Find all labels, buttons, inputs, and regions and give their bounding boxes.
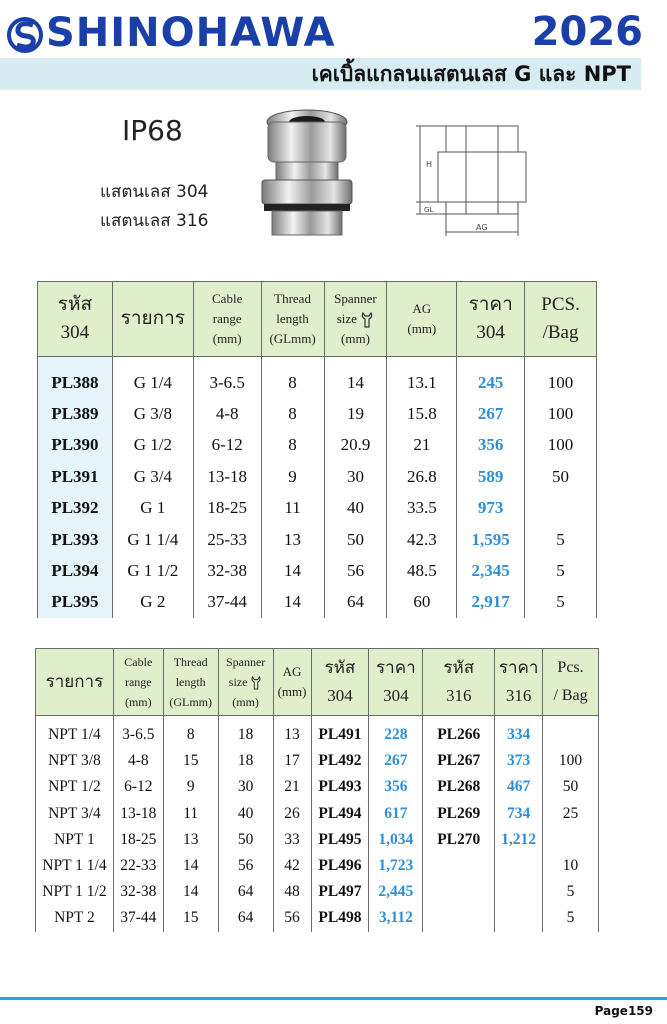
cell-thread: 14 (261, 555, 324, 586)
cell-spanner: 40 (218, 801, 273, 827)
cell-code304: PL492 (311, 748, 369, 774)
height-label: H (426, 160, 433, 169)
cell-code304: PL497 (311, 879, 369, 905)
cell-pcs: 25 (543, 801, 599, 827)
cell-thread: 14 (163, 853, 218, 879)
cell-cable: 37-44 (193, 587, 261, 618)
cell-item: NPT 3/8 (36, 748, 114, 774)
cell-item: NPT 1/2 (36, 774, 114, 800)
cell-ag: 21 (387, 430, 457, 461)
cell-code304: PL498 (311, 905, 369, 931)
cell-spanner: 20.9 (324, 430, 387, 461)
table-row (38, 461, 597, 492)
wrench-icon (250, 675, 262, 691)
cell-item: G 1 1/2 (112, 555, 193, 586)
cell-code: PL389 (38, 398, 113, 429)
cell-spanner: 56 (324, 555, 387, 586)
table-row (36, 853, 599, 879)
material-316: แสตนเลส 316 (100, 211, 209, 231)
cell-price316: 467 (495, 774, 543, 800)
npt-thread-table (35, 648, 599, 932)
cell-code316 (423, 879, 495, 905)
dimension-drawing (406, 112, 548, 240)
cell-thread: 8 (261, 430, 324, 461)
header-ag: AG (mm) (273, 649, 311, 716)
header-item: รายการ (112, 282, 193, 357)
cell-code: PL391 (38, 461, 113, 492)
cell-ag: 48 (273, 879, 311, 905)
cell-price304: 356 (369, 774, 423, 800)
cell-thread: 13 (261, 524, 324, 555)
cell-cable: 13-18 (193, 461, 261, 492)
cell-code: PL392 (38, 493, 113, 524)
header-code-316: รหัส 316 (423, 649, 495, 716)
cell-thread: 8 (163, 716, 218, 749)
cell-cable: 6-12 (113, 774, 163, 800)
cell-cable: 3-6.5 (113, 716, 163, 749)
cell-ag: 33 (273, 827, 311, 853)
cell-cable: 22-33 (113, 853, 163, 879)
catalog-year: 2026 (531, 9, 643, 55)
cable-gland-photo (248, 108, 366, 240)
cell-item: NPT 1 1/2 (36, 879, 114, 905)
cell-code: PL393 (38, 524, 113, 555)
logo-s-icon (9, 19, 41, 51)
cell-ag: 13.1 (387, 357, 457, 399)
cell-ag: 13 (273, 716, 311, 749)
cell-cable: 4-8 (113, 748, 163, 774)
cell-item: G 1/2 (112, 430, 193, 461)
cell-thread: 14 (163, 879, 218, 905)
cell-price316: 373 (495, 748, 543, 774)
cell-code304: PL493 (311, 774, 369, 800)
cell-price316: 1,212 (495, 827, 543, 853)
cell-price304: 617 (369, 801, 423, 827)
cell-spanner: 56 (218, 853, 273, 879)
cell-code316 (423, 853, 495, 879)
cell-cable: 4-8 (193, 398, 261, 429)
cell-ag: 33.5 (387, 493, 457, 524)
cell-thread: 13 (163, 827, 218, 853)
cell-spanner: 18 (218, 748, 273, 774)
table-row (36, 905, 599, 931)
cell-price316 (495, 905, 543, 931)
header-code: รหัส 304 (38, 282, 113, 357)
cell-cable: 13-18 (113, 801, 163, 827)
cell-code: PL388 (38, 357, 113, 399)
cell-cable: 6-12 (193, 430, 261, 461)
cell-ag: 60 (387, 587, 457, 618)
table-row (36, 801, 599, 827)
table-row (38, 398, 597, 429)
cell-price316 (495, 853, 543, 879)
material-304: แสตนเลส 304 (100, 182, 209, 202)
cell-pcs (543, 716, 599, 749)
cell-code: PL394 (38, 555, 113, 586)
cell-pcs: 100 (525, 398, 597, 429)
cell-thread: 11 (261, 493, 324, 524)
cell-item: G 1 (112, 493, 193, 524)
cell-item: G 1/4 (112, 357, 193, 399)
cell-item: NPT 1 1/4 (36, 853, 114, 879)
cell-price304: 1,034 (369, 827, 423, 853)
cell-ag: 48.5 (387, 555, 457, 586)
header-code-304: รหัส 304 (311, 649, 369, 716)
ip-rating: IP68 (122, 114, 183, 147)
cell-code316: PL269 (423, 801, 495, 827)
cell-pcs: 5 (543, 905, 599, 931)
cell-pcs (543, 827, 599, 853)
cell-pcs: 5 (525, 587, 597, 618)
width-label: AG (476, 223, 488, 232)
cell-code: PL390 (38, 430, 113, 461)
brand-name: SHINOHAWA (46, 10, 336, 56)
cell-thread: 11 (163, 801, 218, 827)
cell-price: 2,917 (457, 587, 525, 618)
header-spanner-size: Spanner size (mm) (218, 649, 273, 716)
cell-pcs (525, 493, 597, 524)
cell-thread: 8 (261, 398, 324, 429)
cell-pcs: 50 (525, 461, 597, 492)
header-cable-range: Cable range (mm) (193, 282, 261, 357)
table-row (36, 716, 599, 749)
cell-price: 245 (457, 357, 525, 399)
table-row (36, 879, 599, 905)
table-row (36, 774, 599, 800)
cell-price: 267 (457, 398, 525, 429)
cell-ag: 42.3 (387, 524, 457, 555)
cell-code304: PL491 (311, 716, 369, 749)
cell-spanner: 64 (218, 905, 273, 931)
header-pcs: PCS. /Bag (525, 282, 597, 357)
cell-code316: PL268 (423, 774, 495, 800)
cell-ag: 15.8 (387, 398, 457, 429)
cell-price: 2,345 (457, 555, 525, 586)
table-header-row (36, 649, 599, 716)
cell-pcs: 50 (543, 774, 599, 800)
cell-thread: 15 (163, 748, 218, 774)
cell-item: NPT 1 (36, 827, 114, 853)
table-row (38, 524, 597, 555)
cell-spanner: 50 (218, 827, 273, 853)
cell-item: NPT 3/4 (36, 801, 114, 827)
cell-ag: 26 (273, 801, 311, 827)
cell-code304: PL496 (311, 853, 369, 879)
cell-item: NPT 2 (36, 905, 114, 931)
header-thread-length: Thread length (GLmm) (163, 649, 218, 716)
cell-price: 1,595 (457, 524, 525, 555)
cell-cable: 3-6.5 (193, 357, 261, 399)
cell-item: G 3/8 (112, 398, 193, 429)
table-row (36, 748, 599, 774)
cell-spanner: 64 (324, 587, 387, 618)
cell-spanner: 64 (218, 879, 273, 905)
cell-spanner: 30 (324, 461, 387, 492)
header-ag: AG (mm) (387, 282, 457, 357)
header-price-304: ราคา 304 (369, 649, 423, 716)
cell-pcs: 5 (543, 879, 599, 905)
header-spanner-size: Spanner size (mm) (324, 282, 387, 357)
cell-thread: 9 (261, 461, 324, 492)
cell-price304: 3,112 (369, 905, 423, 931)
table-row (38, 357, 597, 399)
header-item: รายการ (36, 649, 114, 716)
header-thread-length: Thread length (GLmm) (261, 282, 324, 357)
cell-thread: 14 (261, 587, 324, 618)
cell-price304: 267 (369, 748, 423, 774)
cell-code316 (423, 905, 495, 931)
cell-spanner: 19 (324, 398, 387, 429)
cell-item: G 1 1/4 (112, 524, 193, 555)
header-price-316: ราคา 316 (495, 649, 543, 716)
cell-pcs: 5 (525, 524, 597, 555)
cell-thread: 15 (163, 905, 218, 931)
cell-price: 589 (457, 461, 525, 492)
cell-price304: 228 (369, 716, 423, 749)
cell-spanner: 14 (324, 357, 387, 399)
table-row (38, 587, 597, 618)
cell-cable: 32-38 (193, 555, 261, 586)
cell-spanner: 30 (218, 774, 273, 800)
cell-ag: 17 (273, 748, 311, 774)
cell-price304: 1,723 (369, 853, 423, 879)
thread-length-label: GL (424, 206, 434, 214)
cell-item: G 3/4 (112, 461, 193, 492)
cell-price316 (495, 879, 543, 905)
cell-spanner: 18 (218, 716, 273, 749)
footer-line (0, 997, 667, 1000)
cell-ag: 42 (273, 853, 311, 879)
cell-cable: 37-44 (113, 905, 163, 931)
cell-ag: 21 (273, 774, 311, 800)
cell-code304: PL494 (311, 801, 369, 827)
g-thread-table (37, 281, 597, 618)
cell-pcs: 5 (525, 555, 597, 586)
cell-thread: 9 (163, 774, 218, 800)
cell-price316: 334 (495, 716, 543, 749)
cell-pcs: 100 (525, 430, 597, 461)
header-cable-range: Cable range (mm) (113, 649, 163, 716)
cell-item: NPT 1/4 (36, 716, 114, 749)
cell-cable: 18-25 (113, 827, 163, 853)
table-row (38, 555, 597, 586)
cell-cable: 32-38 (113, 879, 163, 905)
table-row (38, 493, 597, 524)
cell-code304: PL495 (311, 827, 369, 853)
cell-thread: 8 (261, 357, 324, 399)
page-title: เคเบิ้ลแกลนแสตนเลส G และ NPT (311, 62, 631, 86)
cell-code316: PL266 (423, 716, 495, 749)
header-price-304: ราคา 304 (457, 282, 525, 357)
cell-ag: 56 (273, 905, 311, 931)
cell-spanner: 50 (324, 524, 387, 555)
page-number: Page159 (594, 1004, 653, 1018)
cell-code316: PL270 (423, 827, 495, 853)
cell-code: PL395 (38, 587, 113, 618)
cell-price: 356 (457, 430, 525, 461)
wrench-icon (360, 311, 374, 329)
cell-pcs: 100 (543, 748, 599, 774)
cell-spanner: 40 (324, 493, 387, 524)
cell-pcs: 100 (525, 357, 597, 399)
header-pcs: Pcs. / Bag (543, 649, 599, 716)
table-row (38, 430, 597, 461)
cell-price: 973 (457, 493, 525, 524)
table-row (36, 827, 599, 853)
cell-ag: 26.8 (387, 461, 457, 492)
cell-pcs: 10 (543, 853, 599, 879)
cell-price316: 734 (495, 801, 543, 827)
table-header-row (38, 282, 597, 357)
cell-code316: PL267 (423, 748, 495, 774)
cell-cable: 18-25 (193, 493, 261, 524)
cell-item: G 2 (112, 587, 193, 618)
cell-cable: 25-33 (193, 524, 261, 555)
cell-price304: 2,445 (369, 879, 423, 905)
